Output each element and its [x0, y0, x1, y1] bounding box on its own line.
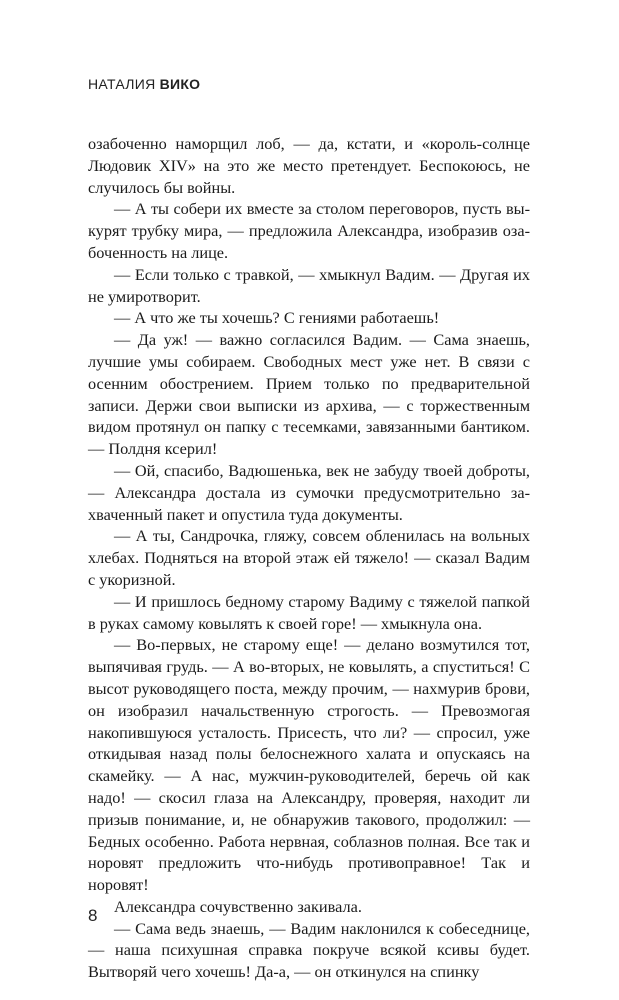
paragraph: — Да уж! — важно согласился Вадим. — Сама знаешь, лучшие умы собираем. Свободных мест уже нет. В связи с осенним обострением. Прием только по предварительной записи. Держи свои выписки из архива, — с торжественным видом протянул он папку с тесемками, завязанными бантиком. — Полдня ксерил!: [88, 330, 530, 459]
body-text: [88, 133, 530, 983]
paragraph: Александра сочувственно закивала.: [114, 896, 362, 916]
running-header: [88, 76, 200, 92]
paragraph: озабоченно наморщил лоб, — да, кстати, и «король-солнце Людовик XIV» на это же место претендует. Беспокоюсь, не случилось бы войны.: [88, 134, 530, 197]
paragraph: — А ты собери их вместе за столом переговоров, пусть выкурят трубку мира, — предложила Александра, изобразив озабоченность на лице.: [88, 199, 530, 262]
paragraph: — Ой, спасибо, Вадюшенька, век не забуду твоей доброты, — Александра достала из сумочки предусмотрительно захваченный пакет и опустила туда документы.: [88, 460, 530, 524]
page-number: 8: [88, 906, 98, 925]
author-first-name: НАТАЛИЯ: [88, 76, 156, 92]
paragraph: — Сама ведь знаешь, — Вадим наклонился к собеседнице, — наша психушная справка покруче всякой ксивы будет. Вытворяй чего хочешь! Да-а, — он откинулся на спинку: [88, 918, 530, 982]
paragraph: — А что же ты хочешь? С гениями работаешь!: [114, 308, 440, 328]
author-last-name: ВИКО: [159, 76, 201, 92]
paragraph: — И пришлось бедному старому Вадиму с тяжелой папкой в руках самому ковылять к своей горе! — хмыкнула она.: [88, 591, 530, 633]
paragraph: — Во-первых, не старому еще! — делано возмутился тот, выпячивая грудь. — А во-вторых, не ковылять, а спуститься! С высот руководящего поста, между прочим, — нахмурив брови, он изобразил начальственную строгость. — Превозмогая накопившуюся усталость. Присесть, что ли? — спросил, уже откидывая назад полы белоснежного халата и опускаясь на скамейку. — А нас, мужчин-руководителей, беречь ой как надо! — скосил глаза на Александру, проверяя, находит ли призыв понимание, и, не обнаружив такового, продолжил: — Бедных особенно. Работа нервная, соблазнов полная. Все так и норовят предложить что-нибудь противоправное! Так и норовят!: [88, 635, 530, 895]
paragraph: — А ты, Сандрочка, гляжу, совсем обленилась на вольных хлебах. Подняться на второй этаж ей тяжело! — сказал Вадим с укоризной.: [88, 526, 530, 589]
paragraph: — Если только с травкой, — хмыкнул Вадим. — Другая их не умиротворит.: [88, 264, 530, 306]
